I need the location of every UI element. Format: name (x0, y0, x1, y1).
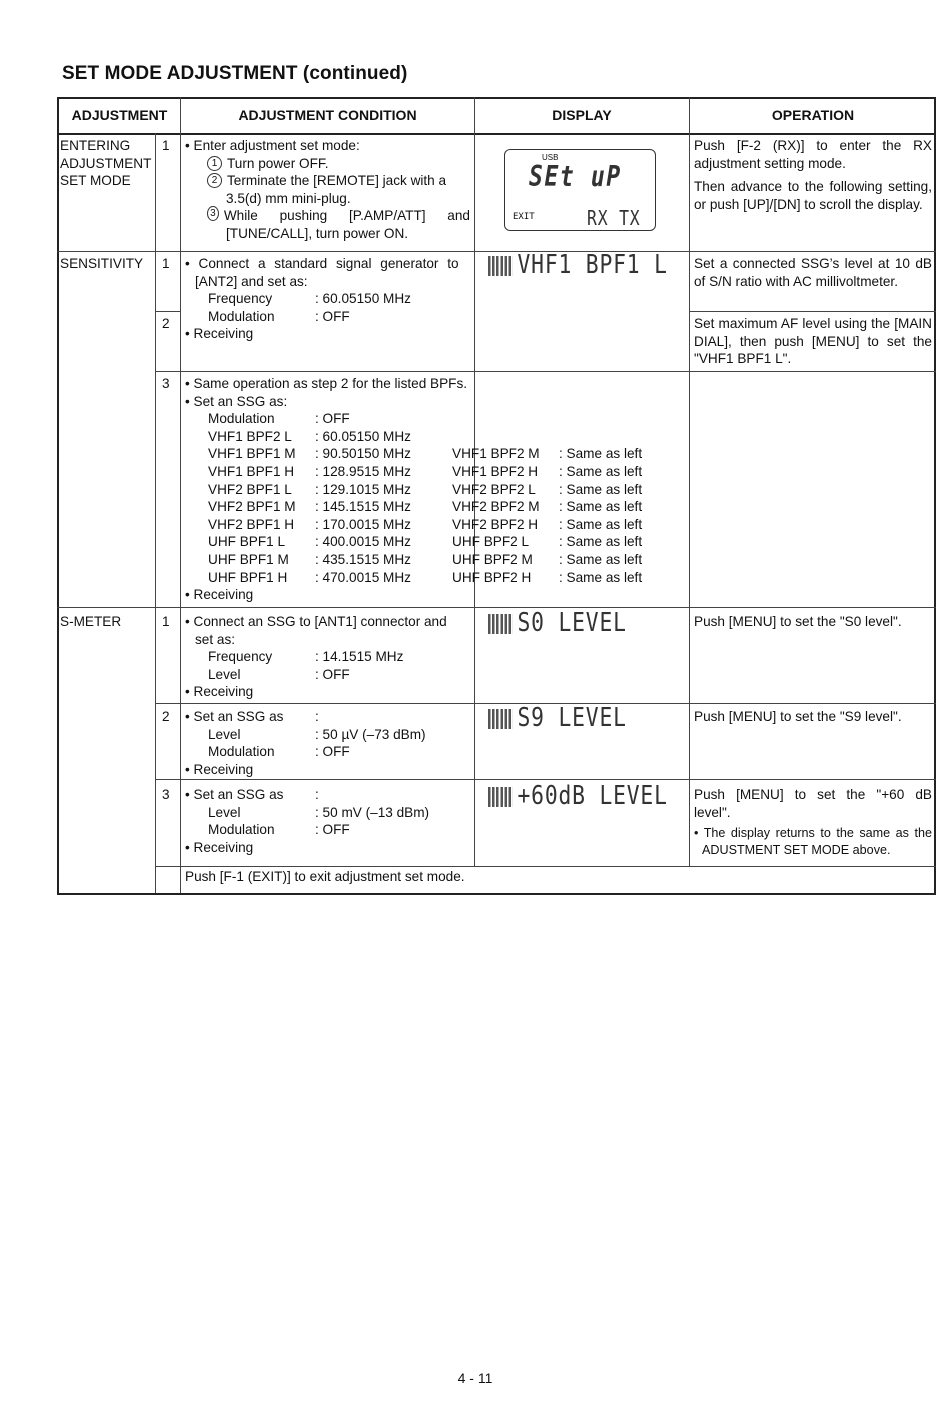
bpf-row (208, 551, 925, 569)
header-operation: OPERATION (771, 107, 855, 123)
bpf-k2: UHF BPF2 L (452, 534, 530, 550)
bpf-v1: : 400.0015 MHz (315, 534, 411, 550)
bpf-v2: : Same as left (559, 499, 643, 515)
lcd-segment-block-icon (488, 256, 513, 276)
bpf-k2: VHF2 BPF2 L (452, 481, 536, 497)
sensitivity-operation-2: Set maximum AF level using the [MAIN DIAL], then push [MENU] to set the "VHF1 BPF1 L". (694, 316, 932, 367)
bpf-k1: VHF2 BPF1 L (208, 481, 292, 497)
circled-number-3: 3 (207, 206, 219, 221)
bpf-row (208, 533, 925, 551)
lcd-segment-block-icon (488, 614, 513, 634)
entering-condition: • Enter adjustment set mode: 1 Turn power OFF. 2 Terminate the [REMOTE] jack with a 3.5(d) mm mini-plug. 3 While pushing [P.AMP/ATT] and [TUNE/CALL], turn power ON. (185, 138, 470, 241)
lcd-exit-label: EXIT (513, 212, 535, 222)
smeter-operation-2: Push [MENU] to set the "S9 level". (694, 709, 902, 724)
bpf-k2: VHF2 BPF2 H (452, 516, 539, 532)
bpf-v2: : Same as left (559, 446, 643, 462)
lcd-s0-level: S0 LEVEL (488, 608, 627, 638)
lcd-rxtx-label: RX TX (587, 206, 641, 230)
bpf-row (208, 569, 925, 587)
header-adjustment: ADJUSTMENT (71, 107, 168, 123)
bpf-v2: : Same as left (559, 569, 643, 585)
condition-col-left-line (180, 97, 181, 893)
bpf-v1: : 128.9515 MHz (315, 463, 411, 479)
circled-number-2: 2 (207, 173, 222, 188)
smeter-condition-3: • Set an SSG as : Level : 50 mV (–13 dBm) Modulation : OFF • Receiving (185, 787, 430, 855)
operation-divider (689, 311, 936, 312)
bpf-v1: : 90.50150 MHz (315, 446, 411, 462)
bpf-k2: UHF BPF2 M (452, 551, 533, 567)
sensitivity-step-1: 1 (162, 256, 170, 271)
entering-step: 1 (162, 138, 170, 153)
bpf-k2: VHF2 BPF2 M (452, 499, 540, 515)
lcd-setup-display (504, 149, 656, 231)
lcd-vhf1-bpf1-l: VHF1 BPF1 L (488, 250, 668, 280)
page-number: 4 - 11 (457, 1370, 493, 1386)
bpf-k1: VHF1 BPF1 H (208, 463, 295, 479)
bpf-v2: : Same as left (559, 463, 643, 479)
bpf-k1: UHF BPF1 L (208, 534, 286, 550)
bpf-row (208, 481, 925, 499)
smeter-step-3: 3 (162, 787, 170, 802)
sensitivity-step-2: 2 (162, 316, 170, 331)
bpf-k2: UHF BPF2 H (452, 569, 532, 585)
sensitivity-step-3: 3 (162, 376, 170, 391)
lcd-segment-block-icon (488, 787, 513, 807)
sensitivity-operation-1: Set a connected SSG’s level at 10 dB of S/N ratio with AC millivoltmeter. (694, 256, 932, 289)
bpf-condition: • Same operation as step 2 for the listed BPFs. • Set an SSG as: Modulation : OFF VHF1 BPF2 L : 60.05150 MHz VHF1 BPF1 M : 90.50150 MHz VHF1 BPF2 M : Same as left VHF1 BPF1 H : 128.9515 MHz VHF1 BPF2 H : Same as left VHF2 BPF1 L : 129.1015 MHz VHF2 BPF2 L : Same as left VHF2 BPF1 M : 145.1515 MHz VHF2 BPF2 M : Same as left VHF2 BPF1 H : 170.0015 MHz VHF2 BPF2 H : Same as left UHF BPF1 L : 400.0015 MHz UHF BPF2 L : Same as left UHF BPF1 M : 435.1515 MHz UHF BPF2 M : Same as left UHF BPF1 H : 470.0015 MHz UHF BPF2 H : Same as left • Receiving (185, 375, 925, 604)
bpf-v2: : Same as left (559, 551, 643, 567)
sensitivity-condition: • Connect a standard signal generator to [ANT2] and set as: Frequency : 60.05150 MHz Modulation : OFF • Receiving (185, 256, 459, 342)
exit-instruction: Push [F-1 (EXIT)] to exit adjustment set mode. (185, 869, 465, 884)
bpf-row (208, 498, 925, 516)
smeter-operation-3: Push [MENU] to set the "+60 dB level". • The display returns to the same as the ADUSTMENT SET MODE above. (694, 787, 932, 857)
lcd-60db-level: +60dB LEVEL (488, 781, 668, 811)
bpf-row (208, 463, 925, 481)
entering-label: ENTERING ADJUSTMENT SET MODE (60, 138, 152, 189)
bpf-v2: : Same as left (559, 481, 643, 497)
circled-number-1: 1 (207, 156, 222, 171)
header-display: DISPLAY (552, 107, 612, 123)
smeter-step-2: 2 (162, 709, 170, 724)
bpf-k2: VHF1 BPF2 M (452, 446, 540, 462)
smeter-operation-1: Push [MENU] to set the "S0 level". (694, 614, 902, 629)
entering-operation: Push [F-2 (RX)] to enter the RX adjustment setting mode. Then advance to the following setting, or push [UP]/[DN] to scroll the display. (694, 138, 932, 212)
bpf-row (208, 516, 925, 534)
bpf-v1: : 470.0015 MHz (315, 569, 411, 585)
smeter-label: S-METER (60, 614, 122, 629)
bpf-k1: VHF2 BPF1 M (208, 499, 296, 515)
bpf-k1: VHF1 BPF1 M (208, 446, 296, 462)
bpf-v1: : 435.1515 MHz (315, 551, 411, 567)
bpf-k1: UHF BPF1 M (208, 551, 289, 567)
row-divider-exit (155, 866, 936, 867)
bpf-v2: : Same as left (559, 534, 643, 550)
page-title: SET MODE ADJUSTMENT (continued) (62, 63, 408, 84)
header-divider (57, 133, 936, 135)
smeter-condition-1: • Connect an SSG to [ANT1] connector and set as: Frequency : 14.1515 MHz Level : OFF • Receiving (185, 614, 447, 700)
bpf-v1: : 145.1515 MHz (315, 499, 411, 515)
bpf-list (185, 445, 925, 586)
header-condition: ADJUSTMENT CONDITION (238, 107, 417, 123)
lcd-s9-level: S9 LEVEL (488, 703, 627, 733)
sensitivity-label: SENSITIVITY (60, 256, 144, 271)
smeter-step-1: 1 (162, 614, 170, 629)
bpf-v1: : 170.0015 MHz (315, 516, 411, 532)
bpf-v2: : Same as left (559, 516, 643, 532)
bpf-k2: VHF1 BPF2 H (452, 463, 539, 479)
lcd-setup-text: SEt uP (529, 160, 622, 193)
lcd-segment-block-icon (488, 709, 513, 729)
row-divider-bpf (155, 371, 936, 372)
bpf-k1: UHF BPF1 H (208, 569, 288, 585)
step-divider (155, 311, 181, 312)
bpf-row (208, 445, 925, 463)
lcd-usb-indicator: USB (542, 153, 559, 162)
bpf-k1: VHF2 BPF1 H (208, 516, 295, 532)
row-divider-60db (155, 779, 936, 780)
bpf-v1: : 129.1015 MHz (315, 481, 411, 497)
smeter-condition-2: • Set an SSG as : Level : 50 µV (–73 dBm) Modulation : OFF • Receiving (185, 709, 426, 777)
